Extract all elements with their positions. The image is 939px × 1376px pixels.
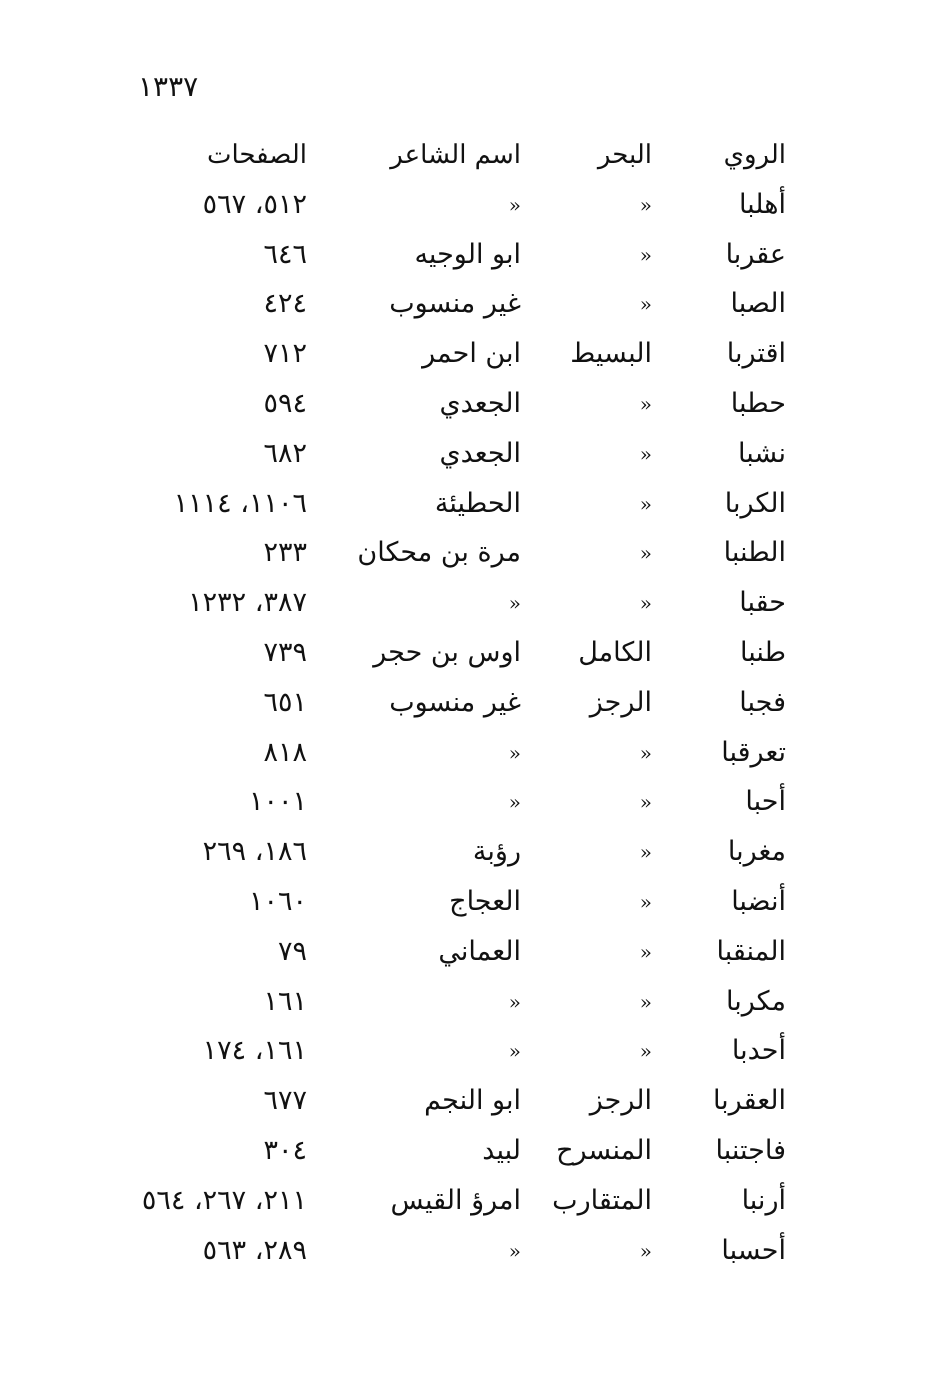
column-header-pages: الصفحات — [206, 140, 307, 170]
cell-pages: ٥١٢، ٥٦٧ — [202, 188, 307, 220]
cell-poet: العجاج — [449, 885, 521, 917]
column-header-meter: البحر — [597, 140, 652, 170]
cell-meter: « — [639, 541, 652, 566]
cell-meter: « — [639, 1039, 652, 1064]
table-row — [0, 1131, 939, 1181]
table-row — [0, 583, 939, 633]
table-row — [0, 832, 939, 882]
cell-meter: « — [639, 740, 652, 765]
cell-poet: امرؤ القيس — [390, 1184, 521, 1216]
cell-poet: لبيد — [482, 1134, 521, 1166]
cell-poet: « — [508, 989, 521, 1014]
table-row — [0, 434, 939, 484]
cell-poet: مرة بن محكان — [357, 537, 521, 569]
cell-rhyme: مكربا — [725, 985, 786, 1017]
cell-pages: ١١٠٦، ١١١٤ — [173, 487, 307, 519]
cell-rhyme: نشبا — [738, 437, 786, 469]
table-row — [0, 1181, 939, 1231]
cell-rhyme: الطنبا — [723, 537, 786, 569]
cell-pages: ٦٧٧ — [263, 1085, 307, 1117]
table-body — [0, 185, 939, 1281]
cell-poet: الجعدي — [439, 387, 521, 419]
cell-meter: « — [639, 292, 652, 317]
table-row — [0, 782, 939, 832]
cell-pages: ٢١١، ٢٦٧، ٥٦٤ — [141, 1184, 307, 1216]
cell-rhyme: أنضبا — [731, 885, 786, 917]
cell-pages: ٣٨٧، ١٢٣٢ — [188, 587, 307, 619]
table-row — [0, 733, 939, 783]
cell-meter: « — [639, 491, 652, 516]
cell-rhyme: العقربا — [712, 1085, 786, 1117]
cell-meter: المنسرح — [556, 1134, 652, 1166]
cell-meter: « — [639, 939, 652, 964]
table-row — [0, 882, 939, 932]
cell-pages: ٨١٨ — [263, 736, 307, 768]
cell-rhyme: أهلبا — [738, 188, 786, 220]
cell-poet: ابن احمر — [422, 338, 521, 370]
cell-meter: « — [639, 441, 652, 466]
table-row — [0, 235, 939, 285]
cell-pages: ٤٢٤ — [263, 288, 307, 320]
cell-pages: ١٠٠١ — [248, 786, 307, 818]
cell-meter: الكامل — [578, 636, 652, 668]
cell-rhyme: تعرقبا — [721, 736, 786, 768]
cell-pages: ١٠٦٠ — [248, 885, 307, 917]
cell-poet: « — [508, 740, 521, 765]
page-number: ١٣٣٧ — [138, 70, 199, 103]
cell-poet: « — [508, 790, 521, 815]
table-row — [0, 185, 939, 235]
cell-pages: ٥٩٤ — [263, 387, 307, 419]
cell-poet: غير منسوب — [389, 686, 521, 718]
rhyme-index-table — [0, 135, 939, 1280]
cell-poet: ابو الوجيه — [414, 238, 521, 270]
cell-pages: ١٦١ — [263, 985, 307, 1017]
column-header-poet: اسم الشاعر — [390, 140, 521, 170]
cell-poet: رؤبة — [472, 836, 521, 868]
cell-meter: الرجز — [589, 686, 652, 718]
cell-meter: البسيط — [570, 338, 652, 370]
cell-pages: ٦٤٦ — [263, 238, 307, 270]
cell-poet: الحطيئة — [434, 487, 521, 519]
table-header-row — [0, 135, 939, 185]
cell-poet: ابو النجم — [424, 1085, 521, 1117]
table-row — [0, 1031, 939, 1081]
cell-pages: ٦٥١ — [263, 686, 307, 718]
cell-meter: « — [639, 790, 652, 815]
cell-rhyme: المنقبا — [716, 935, 786, 967]
table-row — [0, 633, 939, 683]
cell-pages: ٧٣٩ — [263, 636, 307, 668]
cell-rhyme: فجبا — [739, 686, 786, 718]
cell-rhyme: عقربا — [725, 238, 786, 270]
cell-poet: غير منسوب — [389, 288, 521, 320]
cell-poet: « — [508, 192, 521, 217]
cell-pages: ٧١٢ — [263, 338, 307, 370]
cell-rhyme: أحدبا — [731, 1035, 786, 1067]
column-header-rhyme: الروي — [723, 140, 786, 170]
table-row — [0, 1081, 939, 1131]
cell-poet: العماني — [438, 935, 521, 967]
table-row — [0, 932, 939, 982]
cell-pages: ١٦١، ١٧٤ — [202, 1035, 307, 1067]
cell-meter: « — [639, 889, 652, 914]
cell-poet: اوس بن حجر — [373, 636, 521, 668]
cell-rhyme: فاجتنبا — [715, 1134, 786, 1166]
table-row — [0, 334, 939, 384]
cell-rhyme: أحسبا — [721, 1234, 786, 1266]
cell-pages: ٣٠٤ — [263, 1134, 307, 1166]
cell-meter: « — [639, 1238, 652, 1263]
cell-rhyme: اقتربا — [726, 338, 786, 370]
cell-poet: « — [508, 591, 521, 616]
cell-meter: « — [639, 591, 652, 616]
cell-poet: « — [508, 1039, 521, 1064]
cell-rhyme: أرنبا — [741, 1184, 786, 1216]
table-row — [0, 533, 939, 583]
cell-meter: « — [639, 242, 652, 267]
cell-poet: « — [508, 1238, 521, 1263]
cell-meter: المتقارب — [552, 1184, 652, 1216]
cell-rhyme: حقبا — [739, 587, 786, 619]
cell-rhyme: مغربا — [727, 836, 786, 868]
cell-pages: ٢٣٣ — [263, 537, 307, 569]
cell-meter: « — [639, 391, 652, 416]
cell-meter: « — [639, 989, 652, 1014]
table-row — [0, 1231, 939, 1281]
table-row — [0, 384, 939, 434]
table-row — [0, 982, 939, 1032]
cell-pages: ٢٨٩، ٥٦٣ — [202, 1234, 307, 1266]
cell-meter: الرجز — [589, 1085, 652, 1117]
cell-pages: ١٨٦، ٢٦٩ — [202, 836, 307, 868]
cell-meter: « — [639, 192, 652, 217]
cell-pages: ٧٩ — [277, 935, 307, 967]
table-row — [0, 683, 939, 733]
table-row — [0, 284, 939, 334]
cell-rhyme: أحبا — [745, 786, 786, 818]
cell-rhyme: طنبا — [739, 636, 786, 668]
cell-poet: الجعدي — [439, 437, 521, 469]
cell-rhyme: الكربا — [724, 487, 786, 519]
cell-rhyme: حطبا — [730, 387, 786, 419]
cell-pages: ٦٨٢ — [263, 437, 307, 469]
cell-rhyme: الصبا — [730, 288, 786, 320]
table-row — [0, 484, 939, 534]
cell-meter: « — [639, 840, 652, 865]
